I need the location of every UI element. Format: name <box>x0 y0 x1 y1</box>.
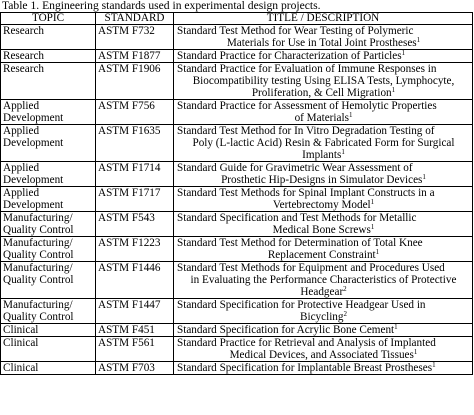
description-cell <box>174 299 473 324</box>
standard-cell: ASTM F1714 <box>96 162 174 187</box>
description-line <box>177 362 470 374</box>
topic-line: Clinical <box>3 337 39 349</box>
standard-cell: ASTM F1906 <box>96 63 174 100</box>
topic-line: Quality Control <box>3 274 74 286</box>
description-line <box>177 174 470 186</box>
description-line <box>177 187 470 199</box>
footnote-marker: 1 <box>394 323 398 331</box>
topic-line: Manufacturing/ <box>3 212 73 224</box>
topic-line: Research <box>3 63 44 75</box>
standard-cell: ASTM F756 <box>96 100 174 125</box>
description-text: Standard Test Methods for Equipment and Procedures Used <box>177 262 445 274</box>
description-line <box>177 349 470 361</box>
description-text: Implants <box>302 149 342 161</box>
topic-cell <box>1 237 96 262</box>
footnote-marker: 1 <box>422 173 426 181</box>
standard-cell: ASTM F1877 <box>96 50 174 63</box>
topic-cell <box>1 299 96 324</box>
description-text: Medical Devices, and Associated Tissues <box>229 349 414 361</box>
description-cell <box>174 362 473 375</box>
description-text: Medical Bone Screws <box>272 224 371 236</box>
description-line <box>177 299 470 311</box>
description-text: Materials for Use in Total Joint Prostheses <box>226 37 417 49</box>
table-row <box>1 162 473 187</box>
description-line <box>177 137 470 149</box>
description-text: Standard Practice for Evaluation of Immune Responses in <box>177 63 437 75</box>
topic-line: Manufacturing/ <box>3 299 73 311</box>
description-text: Standard Specification for Implantable Breast Prostheses <box>177 362 433 374</box>
description-line <box>177 212 470 224</box>
description-line <box>177 37 470 49</box>
description-line <box>177 75 470 87</box>
description-cell <box>174 212 473 237</box>
topic-cell <box>1 362 96 375</box>
description-text: Standard Test Method for Wear Testing of Polymeric <box>177 25 414 37</box>
description-cell <box>174 50 473 63</box>
description-text: Bicycling <box>300 311 344 323</box>
footnote-marker: 1 <box>375 248 380 256</box>
footnote-marker: 1 <box>413 348 418 356</box>
standard-cell: ASTM F1447 <box>96 299 174 324</box>
description-line <box>177 324 470 336</box>
table-row <box>1 187 473 212</box>
footnote-marker: 1 <box>416 36 421 44</box>
header-standard: STANDARD <box>96 13 174 25</box>
topic-line: Manufacturing/ <box>3 262 73 274</box>
topic-cell <box>1 187 96 212</box>
description-cell <box>174 187 473 212</box>
topic-cell <box>1 262 96 299</box>
table-row <box>1 50 473 63</box>
description-line <box>177 63 470 75</box>
table-row <box>1 324 473 337</box>
footnote-marker: 1 <box>341 148 345 156</box>
footnote-marker: 1 <box>370 223 375 231</box>
topic-line: Development <box>3 174 64 186</box>
table-row <box>1 25 473 50</box>
topic-line: Quality Control <box>3 249 74 261</box>
standard-cell: ASTM F732 <box>96 25 174 50</box>
table-row <box>1 362 473 375</box>
footnote-marker: 1 <box>401 49 406 57</box>
description-text: Standard Guide for Gravimetric Wear Assessment of <box>177 162 413 174</box>
description-line <box>177 286 470 298</box>
table-row <box>1 337 473 362</box>
header-row <box>1 13 473 25</box>
description-text: Standard Specification and Test Methods for Metallic <box>177 212 417 224</box>
description-cell <box>174 337 473 362</box>
topic-cell <box>1 50 96 63</box>
topic-line: Development <box>3 199 64 211</box>
topic-cell <box>1 324 96 337</box>
description-line <box>177 249 470 261</box>
topic-line: Applied <box>3 125 40 137</box>
standard-cell: ASTM F1635 <box>96 125 174 162</box>
description-line <box>177 262 470 274</box>
description-line <box>177 162 470 174</box>
description-text: Standard Test Method for In Vitro Degradation Testing of <box>177 125 435 137</box>
footnote-marker: 2 <box>343 285 347 293</box>
topic-cell <box>1 125 96 162</box>
description-line <box>177 100 470 112</box>
description-text: Standard Test Method for Determination of Total Knee <box>177 237 423 249</box>
description-cell <box>174 262 473 299</box>
description-text: Biocompatibility testing Using ELISA Tests, Lymphocyte, <box>192 75 455 87</box>
description-line <box>177 237 470 249</box>
description-cell <box>174 324 473 337</box>
description-text: of Materials <box>294 112 349 124</box>
description-cell <box>174 162 473 187</box>
table-row <box>1 299 473 324</box>
description-line <box>177 50 470 62</box>
topic-line: Manufacturing/ <box>3 237 73 249</box>
description-line <box>177 87 470 99</box>
topic-cell <box>1 337 96 362</box>
description-text: Poly (L-lactic Acid) Resin & Fabricated Form for Surgical <box>192 137 455 149</box>
table-row <box>1 212 473 237</box>
topic-line: Development <box>3 137 64 149</box>
description-line <box>177 337 470 349</box>
topic-cell <box>1 63 96 100</box>
description-text: Proliferation, & Cell Migration <box>251 87 392 99</box>
table-row <box>1 125 473 162</box>
standard-cell: ASTM F451 <box>96 324 174 337</box>
description-text: Standard Practice for Characterization of Particles <box>177 50 402 62</box>
standard-cell: ASTM F561 <box>96 337 174 362</box>
topic-cell <box>1 25 96 50</box>
description-text: Standard Specification for Acrylic Bone Cement <box>177 324 395 336</box>
table-row <box>1 262 473 299</box>
footnote-marker: 1 <box>348 111 353 119</box>
footnote-marker: 2 <box>343 310 347 318</box>
table-row <box>1 63 473 100</box>
standard-cell: ASTM F1446 <box>96 262 174 299</box>
description-text: Prosthetic Hip-Designs in Simulator Devices <box>221 174 423 186</box>
footnote-marker: 1 <box>370 198 375 206</box>
topic-line: Research <box>3 25 44 37</box>
standard-cell: ASTM F703 <box>96 362 174 375</box>
footnote-marker: 1 <box>432 361 436 369</box>
description-text: Standard Test Methods for Spinal Implant Constructs in a <box>177 187 435 199</box>
topic-line: Clinical <box>3 362 39 374</box>
footnote-marker: 1 <box>391 86 396 94</box>
topic-line: Applied <box>3 162 40 174</box>
description-cell <box>174 100 473 125</box>
standard-cell: ASTM F1223 <box>96 237 174 262</box>
description-text: Replacement Constraint <box>267 249 376 261</box>
description-line <box>177 274 470 286</box>
topic-cell <box>1 212 96 237</box>
standard-cell: ASTM F543 <box>96 212 174 237</box>
table-caption: Table 1. Engineering standards used in experimental design projects. <box>2 0 321 12</box>
description-cell <box>174 237 473 262</box>
description-line <box>177 149 470 161</box>
topic-line: Quality Control <box>3 224 74 236</box>
topic-cell <box>1 162 96 187</box>
topic-line: Clinical <box>3 324 39 336</box>
topic-line: Development <box>3 112 64 124</box>
description-cell <box>174 125 473 162</box>
description-text: Standard Specification for Protective Headgear Used in <box>177 299 426 311</box>
description-line <box>177 125 470 137</box>
header-title: TITLE / DESCRIPTION <box>174 13 473 25</box>
description-text: Vertebrectomy Model <box>272 199 371 211</box>
topic-line: Applied <box>3 100 40 112</box>
description-line <box>177 311 470 323</box>
description-text: Standard Practice for Retrieval and Analysis of Implanted <box>177 337 436 349</box>
topic-line: Research <box>3 50 44 62</box>
description-cell <box>174 63 473 100</box>
description-text: in Evaluating the Performance Characteristics of Protective <box>190 274 457 286</box>
standards-table <box>0 12 473 375</box>
standard-cell: ASTM F1717 <box>96 187 174 212</box>
description-line <box>177 112 470 124</box>
topic-line: Applied <box>3 187 40 199</box>
description-text: Headgear <box>300 286 344 298</box>
topic-cell <box>1 100 96 125</box>
topic-line: Quality Control <box>3 311 74 323</box>
description-line <box>177 224 470 236</box>
table-row <box>1 100 473 125</box>
description-line <box>177 25 470 37</box>
description-text: Standard Practice for Assessment of Hemolytic Properties <box>177 100 437 112</box>
description-line <box>177 199 470 211</box>
table-row <box>1 237 473 262</box>
header-topic: TOPIC <box>1 13 96 25</box>
description-cell <box>174 25 473 50</box>
